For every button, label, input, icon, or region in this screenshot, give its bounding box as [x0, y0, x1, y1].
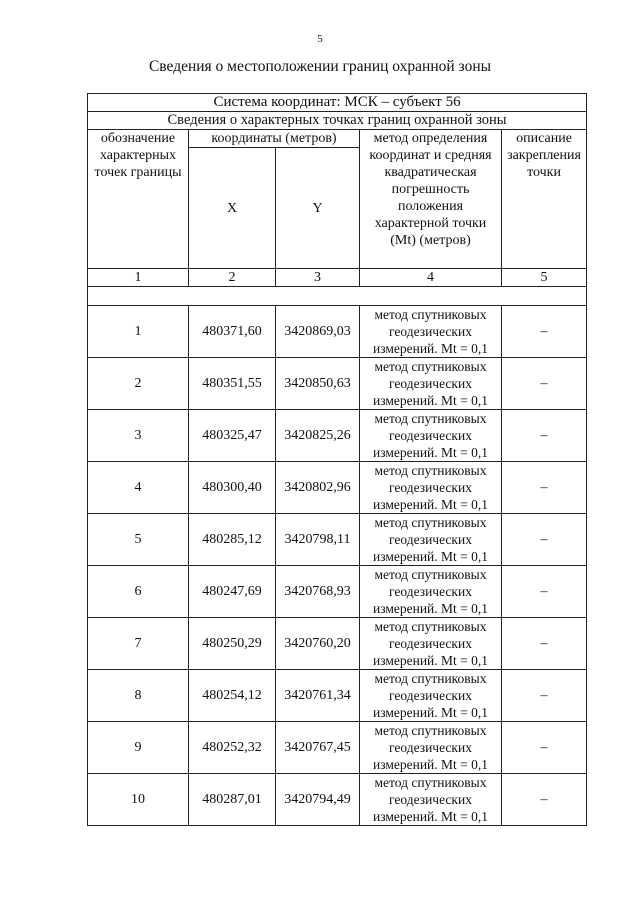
- x-coordinate: 480250,29: [189, 618, 276, 670]
- y-coordinate: 3420869,03: [276, 306, 360, 358]
- y-coordinate: 3420794,49: [276, 774, 360, 826]
- y-coordinate: 3420802,96: [276, 462, 360, 514]
- header-x: X: [189, 148, 276, 269]
- header-designation: обозначение характерных точек границы: [88, 130, 189, 269]
- method-description: метод спутниковых геодезических измерений. Mt = 0,1: [360, 358, 502, 410]
- point-number: 8: [88, 670, 189, 722]
- table-row: [88, 722, 587, 774]
- point-number: 10: [88, 774, 189, 826]
- x-coordinate: 480351,55: [189, 358, 276, 410]
- method-description: метод спутниковых геодезических измерений. Mt = 0,1: [360, 774, 502, 826]
- table-row: [88, 566, 587, 618]
- table-row: [88, 774, 587, 826]
- method-description: метод спутниковых геодезических измерений. Mt = 0,1: [360, 670, 502, 722]
- x-coordinate: 480300,40: [189, 462, 276, 514]
- point-number: 2: [88, 358, 189, 410]
- x-coordinate: 480371,60: [189, 306, 276, 358]
- fixing-description: –: [502, 618, 587, 670]
- x-coordinate: 480247,69: [189, 566, 276, 618]
- x-coordinate: 480254,12: [189, 670, 276, 722]
- y-coordinate: 3420798,11: [276, 514, 360, 566]
- method-description: метод спутниковых геодезических измерений. Mt = 0,1: [360, 462, 502, 514]
- table-row: [88, 514, 587, 566]
- point-number: 7: [88, 618, 189, 670]
- table-row: [88, 618, 587, 670]
- method-description: метод спутниковых геодезических измерений. Mt = 0,1: [360, 514, 502, 566]
- point-number: 3: [88, 410, 189, 462]
- column-number: 4: [360, 269, 502, 287]
- fixing-description: –: [502, 774, 587, 826]
- point-number: 1: [88, 306, 189, 358]
- fixing-description: –: [502, 358, 587, 410]
- fixing-description: –: [502, 514, 587, 566]
- header-coordinates: координаты (метров): [189, 130, 360, 148]
- method-description: метод спутниковых геодезических измерений. Mt = 0,1: [360, 618, 502, 670]
- x-coordinate: 480285,12: [189, 514, 276, 566]
- column-number: 1: [88, 269, 189, 287]
- fixing-description: –: [502, 306, 587, 358]
- fixing-description: –: [502, 462, 587, 514]
- point-number: 4: [88, 462, 189, 514]
- fixing-description: –: [502, 410, 587, 462]
- coordinate-system-title: Система координат: МСК – субъект 56: [88, 94, 587, 112]
- method-description: метод спутниковых геодезических измерений. Mt = 0,1: [360, 722, 502, 774]
- fixing-description: –: [502, 670, 587, 722]
- page-number: 5: [317, 33, 323, 45]
- points-info-title: Сведения о характерных точках границ охранной зоны: [88, 112, 587, 130]
- table-row: [88, 410, 587, 462]
- y-coordinate: 3420825,26: [276, 410, 360, 462]
- table-row: [88, 670, 587, 722]
- table-row: [88, 358, 587, 410]
- empty-cell: [88, 287, 587, 306]
- point-number: 5: [88, 514, 189, 566]
- column-number: 2: [189, 269, 276, 287]
- table-row: [88, 306, 587, 358]
- y-coordinate: 3420760,20: [276, 618, 360, 670]
- document-title: Сведения о местоположении границ охранной зоны: [148, 58, 492, 75]
- y-coordinate: 3420761,34: [276, 670, 360, 722]
- x-coordinate: 480287,01: [189, 774, 276, 826]
- column-number: 3: [276, 269, 360, 287]
- column-number: 5: [502, 269, 587, 287]
- x-coordinate: 480252,32: [189, 722, 276, 774]
- header-method: метод определения координат и средняя квадратическая погрешность положения характерной точки (Mt) (метров): [360, 130, 502, 269]
- method-description: метод спутниковых геодезических измерений. Mt = 0,1: [360, 306, 502, 358]
- method-description: метод спутниковых геодезических измерений. Mt = 0,1: [360, 566, 502, 618]
- header-y: Y: [276, 148, 360, 269]
- empty-separator-row: [88, 287, 587, 306]
- table-row: [88, 462, 587, 514]
- y-coordinate: 3420850,63: [276, 358, 360, 410]
- fixing-description: –: [502, 722, 587, 774]
- x-coordinate: 480325,47: [189, 410, 276, 462]
- boundary-points-table: [87, 93, 587, 826]
- point-number: 6: [88, 566, 189, 618]
- fixing-description: –: [502, 566, 587, 618]
- y-coordinate: 3420767,45: [276, 722, 360, 774]
- method-description: метод спутниковых геодезических измерений. Mt = 0,1: [360, 410, 502, 462]
- header-description: описание закрепления точки: [502, 130, 587, 269]
- point-number: 9: [88, 722, 189, 774]
- y-coordinate: 3420768,93: [276, 566, 360, 618]
